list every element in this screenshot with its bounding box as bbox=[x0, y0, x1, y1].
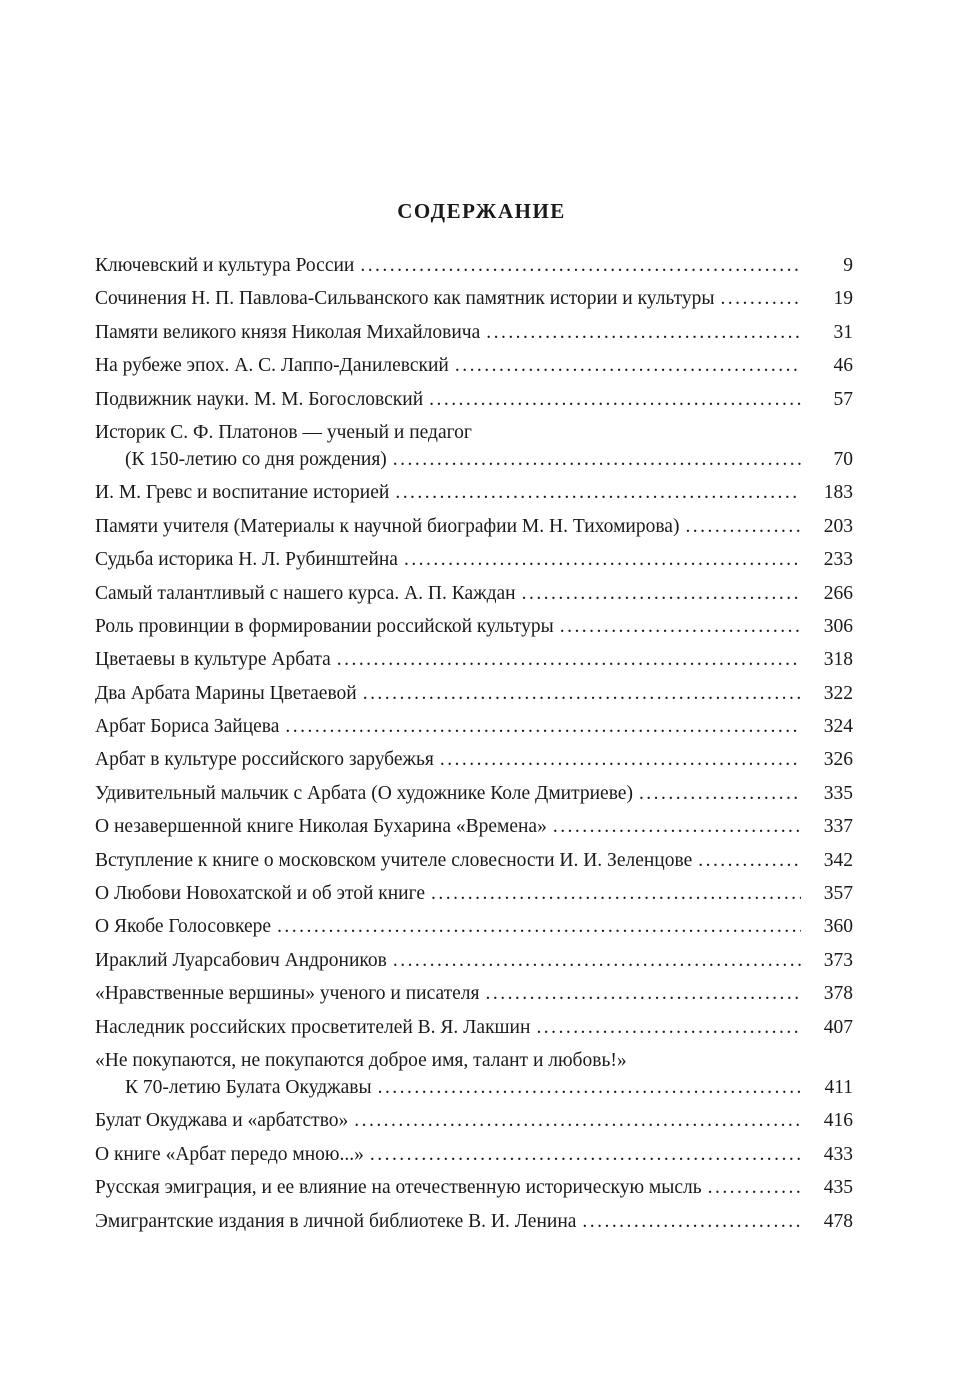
toc-entry-line bbox=[95, 746, 853, 773]
toc-entry[interactable] bbox=[95, 319, 853, 346]
toc-entry[interactable] bbox=[95, 352, 853, 379]
toc-entry-line bbox=[95, 546, 853, 573]
toc-entry-line bbox=[95, 252, 853, 279]
toc-entry-title: Памяти учителя (Материалы к научной биографии М. Н. Тихомирова) bbox=[95, 515, 680, 537]
toc-entry-line bbox=[95, 513, 853, 540]
toc-entry-line bbox=[95, 386, 853, 413]
toc-entry-line bbox=[95, 713, 853, 740]
toc-entry[interactable] bbox=[95, 386, 853, 413]
toc-entry-title: «Не покупаются, не покупаются доброе имя, талант и любовь!» bbox=[95, 1049, 627, 1071]
dot-leader bbox=[404, 546, 801, 573]
dot-leader bbox=[360, 252, 801, 279]
toc-entry[interactable] bbox=[95, 546, 853, 573]
toc-entry-title: Подвижник науки. М. М. Богословский bbox=[95, 388, 424, 410]
toc-entry-title: Удивительный мальчик с Арбата (О художнике Коле Дмитриеве) bbox=[95, 782, 633, 804]
toc-entry[interactable] bbox=[95, 980, 853, 1007]
toc-entry-line bbox=[95, 847, 853, 874]
toc-entry-title: Сочинения Н. П. Павлова-Сильванского как памятник истории и культуры bbox=[95, 288, 715, 310]
toc-entry[interactable] bbox=[95, 680, 853, 707]
toc-entry-title: Булат Окуджава и «арбатство» bbox=[95, 1110, 349, 1132]
toc-page-number: 9 bbox=[843, 255, 853, 276]
toc-entry-line bbox=[95, 419, 853, 446]
toc-page-number: 337 bbox=[823, 816, 853, 838]
toc-entry-title: Арбат Бориса Зайцева bbox=[95, 716, 280, 738]
toc-entry-title: О незавершенной книге Николая Бухарина «Времена» bbox=[95, 816, 547, 838]
toc-entry-title: Судьба историка Н. Л. Рубинштейна bbox=[95, 549, 398, 571]
toc-entry-title: О книге «Арбат передо мною...» bbox=[95, 1143, 364, 1165]
toc-entry-line bbox=[95, 980, 853, 1007]
toc-entry-line bbox=[95, 947, 853, 974]
toc-page-number: 407 bbox=[823, 1016, 853, 1038]
toc-page-number: 378 bbox=[823, 983, 853, 1005]
dot-leader bbox=[378, 1074, 801, 1101]
dot-leader bbox=[639, 780, 801, 807]
toc-page-number: 318 bbox=[823, 649, 853, 671]
toc-entry[interactable] bbox=[95, 746, 853, 773]
toc-entry-line bbox=[95, 913, 853, 940]
toc-entry-line bbox=[95, 646, 853, 673]
toc-page-number: 411 bbox=[824, 1076, 853, 1098]
toc-page-number: 433 bbox=[823, 1143, 853, 1165]
toc-entry-title: «Нравственные вершины» ученого и писателя bbox=[95, 983, 480, 1005]
toc-entry[interactable] bbox=[95, 1208, 853, 1235]
toc-entry[interactable] bbox=[95, 1141, 853, 1168]
dot-leader bbox=[370, 1141, 801, 1168]
toc-entry-title: Арбат в культуре российского зарубежья bbox=[95, 749, 434, 771]
toc-entry-line bbox=[95, 1141, 853, 1168]
toc-page-number: 266 bbox=[823, 582, 853, 604]
dot-leader bbox=[486, 319, 801, 346]
toc-page-number: 57 bbox=[833, 388, 853, 410]
toc-entry[interactable] bbox=[95, 613, 853, 640]
dot-leader bbox=[431, 880, 801, 907]
dot-leader bbox=[395, 479, 801, 506]
dot-leader bbox=[685, 513, 801, 540]
toc-entry-title: Эмигрантские издания в личной библиотеке В. И. Ленина bbox=[95, 1210, 577, 1232]
toc-entry-line bbox=[95, 446, 853, 473]
toc-entry-title: Русская эмиграция, и ее влияние на отечественную историческую мысль bbox=[95, 1177, 702, 1199]
toc-entry-title: Самый талантливый с нашего курса. А. П. Каждан bbox=[95, 582, 516, 604]
dot-leader bbox=[582, 1208, 801, 1235]
toc-entry-title: О Якобе Голосовкере bbox=[95, 916, 272, 938]
toc-page-number: 233 bbox=[823, 549, 853, 571]
toc-page-number: 342 bbox=[823, 849, 853, 871]
toc-page-number: 46 bbox=[833, 355, 853, 377]
toc-entry-title: На рубеже эпох. А. С. Лаппо-Данилевский bbox=[95, 355, 449, 377]
dot-leader bbox=[429, 386, 801, 413]
dot-leader bbox=[285, 713, 801, 740]
toc-page-number: 335 bbox=[823, 782, 853, 804]
toc-entry-title: Ключевский и культура России bbox=[95, 255, 355, 276]
dot-leader bbox=[393, 947, 801, 974]
toc-entry-line bbox=[95, 1014, 853, 1041]
toc-page-number: 360 bbox=[823, 916, 853, 938]
toc-page-number: 70 bbox=[833, 448, 853, 470]
toc-page-number: 203 bbox=[823, 515, 853, 537]
toc-page-number: 373 bbox=[823, 949, 853, 971]
toc-entry[interactable] bbox=[95, 813, 853, 840]
toc-entry[interactable] bbox=[95, 419, 853, 473]
toc-page-number: 183 bbox=[823, 482, 853, 504]
toc-entry[interactable] bbox=[95, 479, 853, 506]
toc-page-number: 19 bbox=[833, 288, 853, 310]
dot-leader bbox=[522, 580, 801, 607]
dot-leader bbox=[560, 613, 801, 640]
toc-entry[interactable] bbox=[95, 580, 853, 607]
toc-entry-line bbox=[95, 813, 853, 840]
toc-entry-line bbox=[95, 1074, 853, 1101]
toc-page-number: 416 bbox=[823, 1110, 853, 1132]
toc-entry[interactable] bbox=[95, 947, 853, 974]
toc-entry-line bbox=[95, 613, 853, 640]
toc-entry[interactable] bbox=[95, 513, 853, 540]
toc-entry[interactable] bbox=[95, 1174, 853, 1201]
toc-entry-title: И. М. Гревс и воспитание историей bbox=[95, 482, 390, 504]
toc-entry-line bbox=[95, 680, 853, 707]
toc-entry[interactable] bbox=[95, 913, 853, 940]
toc-entry[interactable] bbox=[95, 780, 853, 807]
dot-leader bbox=[440, 746, 801, 773]
toc-entry-title: Ираклий Луарсабович Андроников bbox=[95, 949, 387, 971]
dot-leader bbox=[486, 980, 801, 1007]
toc-entry-title: Наследник российских просветителей В. Я. Лакшин bbox=[95, 1016, 531, 1038]
dot-leader bbox=[708, 1174, 801, 1201]
dot-leader bbox=[720, 285, 801, 312]
toc-entry[interactable] bbox=[95, 713, 853, 740]
toc-entry[interactable] bbox=[95, 252, 853, 279]
toc-entry-line bbox=[95, 580, 853, 607]
toc-page-number: 31 bbox=[833, 321, 853, 343]
toc-entry-title: Роль провинции в формировании российской культуры bbox=[95, 615, 554, 637]
dot-leader bbox=[363, 680, 801, 707]
toc-entry-line bbox=[95, 880, 853, 907]
dot-leader bbox=[536, 1014, 801, 1041]
toc-entry[interactable] bbox=[95, 1014, 853, 1041]
dot-leader bbox=[337, 646, 801, 673]
toc-page-number: 324 bbox=[823, 716, 853, 738]
toc-entry[interactable] bbox=[95, 1047, 853, 1101]
toc-entry-line bbox=[95, 780, 853, 807]
table-of-contents bbox=[95, 252, 853, 1241]
dot-leader bbox=[354, 1107, 801, 1134]
toc-entry-line bbox=[95, 352, 853, 379]
toc-entry-title: Вступление к книге о московском учителе словесности И. И. Зеленцове bbox=[95, 849, 693, 871]
toc-entry-line bbox=[95, 1107, 853, 1134]
toc-entry-line bbox=[95, 479, 853, 506]
toc-entry-title: Цветаевы в культуре Арбата bbox=[95, 649, 331, 671]
toc-entry-title: (К 150-летию со дня рождения) bbox=[125, 448, 387, 470]
toc-page-number: 326 bbox=[823, 749, 853, 771]
page-title: СОДЕРЖАНИЕ bbox=[397, 199, 566, 224]
toc-entry-title: Два Арбата Марины Цветаевой bbox=[95, 682, 357, 704]
toc-entry-line bbox=[95, 319, 853, 346]
toc-page-number: 322 bbox=[823, 682, 853, 704]
toc-page-number: 478 bbox=[823, 1210, 853, 1232]
toc-page-number: 435 bbox=[823, 1177, 853, 1199]
toc-entry-line bbox=[95, 1174, 853, 1201]
toc-entry-title: Памяти великого князя Николая Михайловича bbox=[95, 321, 481, 343]
dot-leader bbox=[553, 813, 801, 840]
toc-entry-line bbox=[95, 1047, 853, 1074]
toc-page-number: 357 bbox=[823, 883, 853, 905]
dot-leader bbox=[455, 352, 801, 379]
toc-entry[interactable] bbox=[95, 880, 853, 907]
dot-leader bbox=[393, 446, 801, 473]
dot-leader bbox=[277, 913, 801, 940]
toc-entry[interactable] bbox=[95, 1107, 853, 1134]
toc-page-number: 306 bbox=[823, 615, 853, 637]
dot-leader bbox=[698, 847, 801, 874]
toc-entry-title: Историк С. Ф. Платонов — ученый и педагог bbox=[95, 421, 472, 443]
toc-entry[interactable] bbox=[95, 646, 853, 673]
toc-entry-title: О Любови Новохатской и об этой книге bbox=[95, 883, 426, 905]
toc-entry-line bbox=[95, 1208, 853, 1235]
toc-entry-line bbox=[95, 285, 853, 312]
toc-entry-title: К 70-летию Булата Окуджавы bbox=[125, 1076, 372, 1098]
toc-entry[interactable] bbox=[95, 285, 853, 312]
toc-entry[interactable] bbox=[95, 847, 853, 874]
